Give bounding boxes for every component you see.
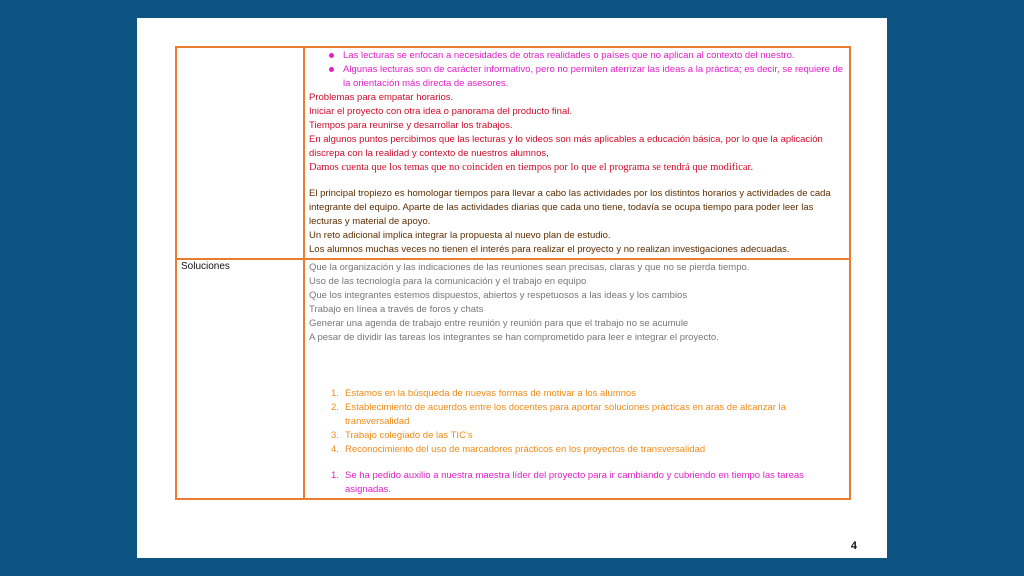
solutions-cell (304, 259, 850, 499)
list-item (331, 401, 845, 429)
text-line: Uso de las tecnología para la comunicación y el trabajo en equipo (309, 276, 587, 287)
text-line: Problemas para empatar horarios. (309, 92, 454, 103)
page-number: 4 (850, 540, 857, 552)
text-line: A pesar de dividir las tareas los integrantes se han comprometido para leer e integrar el proyecto. (309, 332, 719, 343)
numbered-list (309, 387, 845, 457)
list-text: Se ha pedido auxilio a nuestra maestra líder del proyecto para ir cambiando y cubriendo en tiempo las tareas asignadas. (345, 470, 804, 495)
text-line: Iniciar el proyecto con otra idea o panorama del producto final. (309, 106, 572, 117)
list-item (331, 443, 845, 457)
text-line: Un reto adicional implica integrar la propuesta al nuevo plan de estudio. (309, 230, 611, 241)
row-label (176, 47, 304, 259)
table-row (176, 259, 850, 499)
text-line: Que la organización y las indicaciones de las reuniones sean precisas, claras y que no se pierda tiempo. (309, 262, 750, 273)
list-item (331, 469, 845, 497)
list-number: 2. (331, 402, 339, 413)
slide-page (137, 18, 887, 558)
challenges-cell (304, 47, 850, 259)
list-item (331, 387, 845, 401)
list-number: 1. (331, 470, 339, 481)
row-label: Soluciones (176, 259, 304, 499)
text-line: Generar una agenda de trabajo entre reunión y reunión para que el trabajo no se acumule (309, 318, 689, 329)
text-line: Que los integrantes estemos dispuestos, abiertos y respetuosos a las ideas y los cambios (309, 290, 688, 301)
table-row (176, 47, 850, 259)
list-number: 1. (331, 388, 339, 399)
numbered-list (309, 469, 845, 497)
list-number: 4. (331, 444, 339, 455)
list-item: Las lecturas se enfocan a necesidades de otras realidades o países que no aplican al contexto del nuestro. (331, 49, 845, 63)
text-line: Tiempos para reunirse y desarrollar los trabajos. (309, 120, 513, 131)
list-text: Trabajo colegiado de las TIC’s (345, 430, 473, 441)
text-line: Damos cuenta que los temas que no coinciden en tiempos por lo que el programa se tendrá que modificar. (309, 162, 754, 173)
list-text: Estamos en la búsqueda de nuevas formas de motivar a los alumnos (345, 388, 636, 399)
text-line: Trabajo en línea a través de foros y chats (309, 304, 484, 315)
document-table (175, 46, 851, 500)
list-text: Reconocimiento del uso de marcadores prácticos en los proyectos de transversalidad (345, 444, 706, 455)
text-line: Los alumnos muchas veces no tienen el interés para realizar el proyecto y no realizan investigaciones adecuadas. (309, 244, 790, 255)
text-line: En algunos puntos percibimos que las lecturas y lo videos son más aplicables a educación básica, por lo que la aplicación discrepa con la realidad y contexto de nuestros alumnos, (309, 134, 823, 159)
list-item: Algunas lecturas son de carácter informativo, pero no permiten aterrizar las ideas a la práctica; es decir, se requiere de la orientación más directa de asesores. (331, 63, 845, 91)
list-item (331, 429, 845, 443)
list-number: 3. (331, 430, 339, 441)
list-text: Establecimiento de acuerdos entre los docentes para aportar soluciones prácticas en aras de alcanzar la transversalidad (345, 402, 786, 427)
bullet-list (309, 49, 845, 91)
text-line: El principal tropiezo es homologar tiempos para llevar a cabo las actividades por los distintos horarios y actividades de cada integrante del equipo. Aparte de las actividades diarias que cada uno tiene, todavía se ocupa tiempo para poder leer las lecturas y material de apoyo. (309, 188, 831, 227)
